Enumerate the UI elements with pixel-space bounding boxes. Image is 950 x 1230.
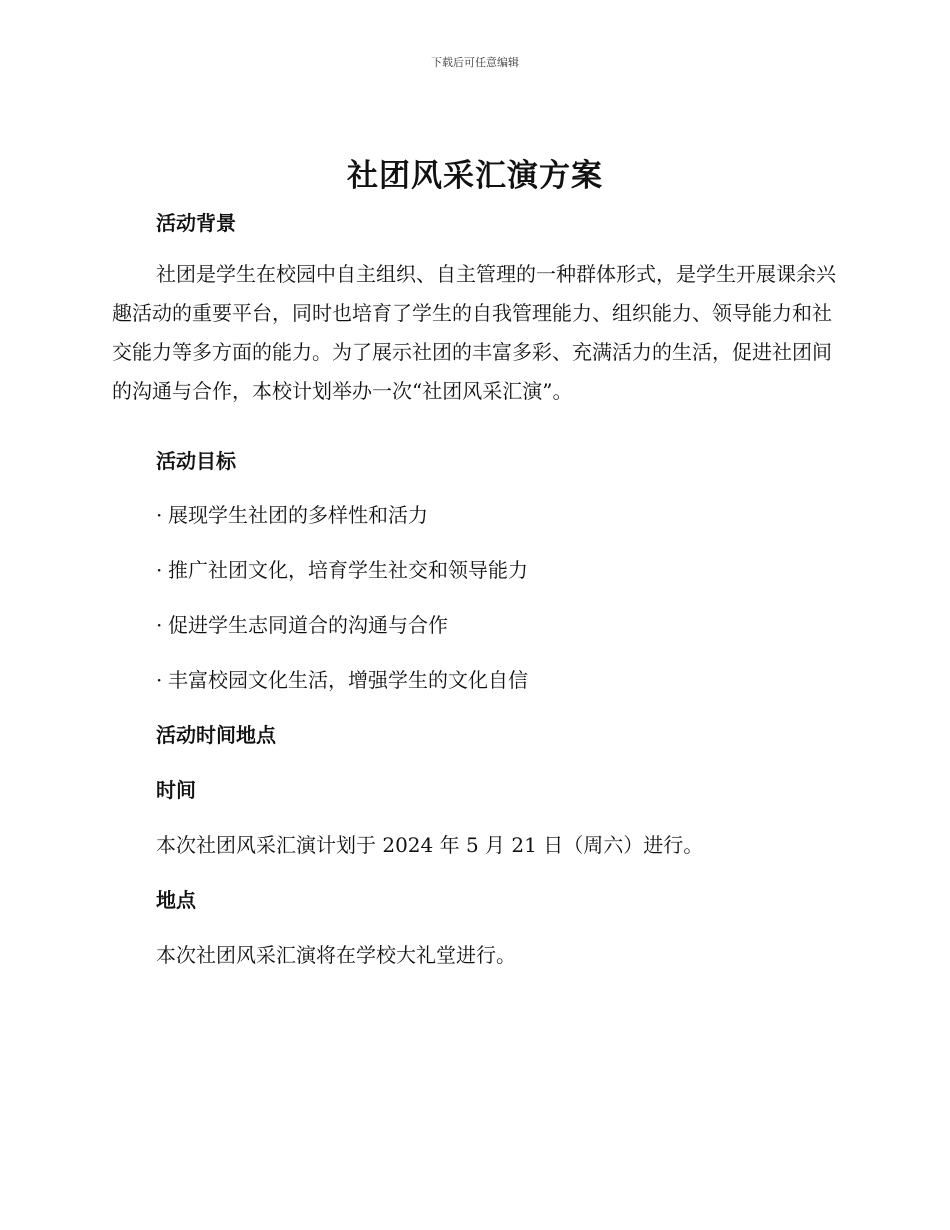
goal-item-text: 展现学生社团的多样性和活力 (168, 503, 428, 527)
subheading-place: 地点 (156, 888, 196, 912)
subheading-time: 时间 (156, 778, 196, 802)
header-note: 下载后可任意编辑 (431, 56, 519, 69)
goal-item-text: 丰富校园文化生活，增强学生的文化自信 (168, 668, 528, 692)
bullet-dot: · (156, 558, 163, 582)
goal-item (156, 664, 528, 693)
background-text: 社团是学生在校园中自主组织、自主管理的一种群体形式，是学生开展课余兴趣活动的重要平台，同时也培育了学生的自我管理能力、组织能力、领导能力和社交能力等多方面的能力。为了展示社团的丰富多彩、充满活力的生活，促进社团间的沟通与合作，本校计划举办一次“社团风采汇演”。 (112, 262, 836, 403)
bullet-dot: · (156, 503, 163, 527)
document-title: 社团风采汇演方案 (347, 158, 603, 194)
section-heading-goals: 活动目标 (156, 449, 236, 473)
time-text: 本次社团风采汇演计划于 2024 年 5 月 21 日（周六）进行。 (156, 833, 704, 857)
goal-item-text: 促进学生志同道合的沟通与合作 (168, 613, 448, 637)
goal-item (156, 609, 448, 638)
goal-item (156, 499, 428, 528)
background-paragraph (112, 255, 842, 411)
bullet-dot: · (156, 668, 163, 692)
section-heading-time-place: 活动时间地点 (156, 723, 276, 747)
section-heading-background: 活动背景 (156, 211, 236, 235)
goal-item-text: 推广社团文化，培育学生社交和领导能力 (168, 558, 528, 582)
bullet-dot: · (156, 613, 163, 637)
place-text: 本次社团风采汇演将在学校大礼堂进行。 (156, 943, 516, 967)
goal-item (156, 554, 528, 583)
